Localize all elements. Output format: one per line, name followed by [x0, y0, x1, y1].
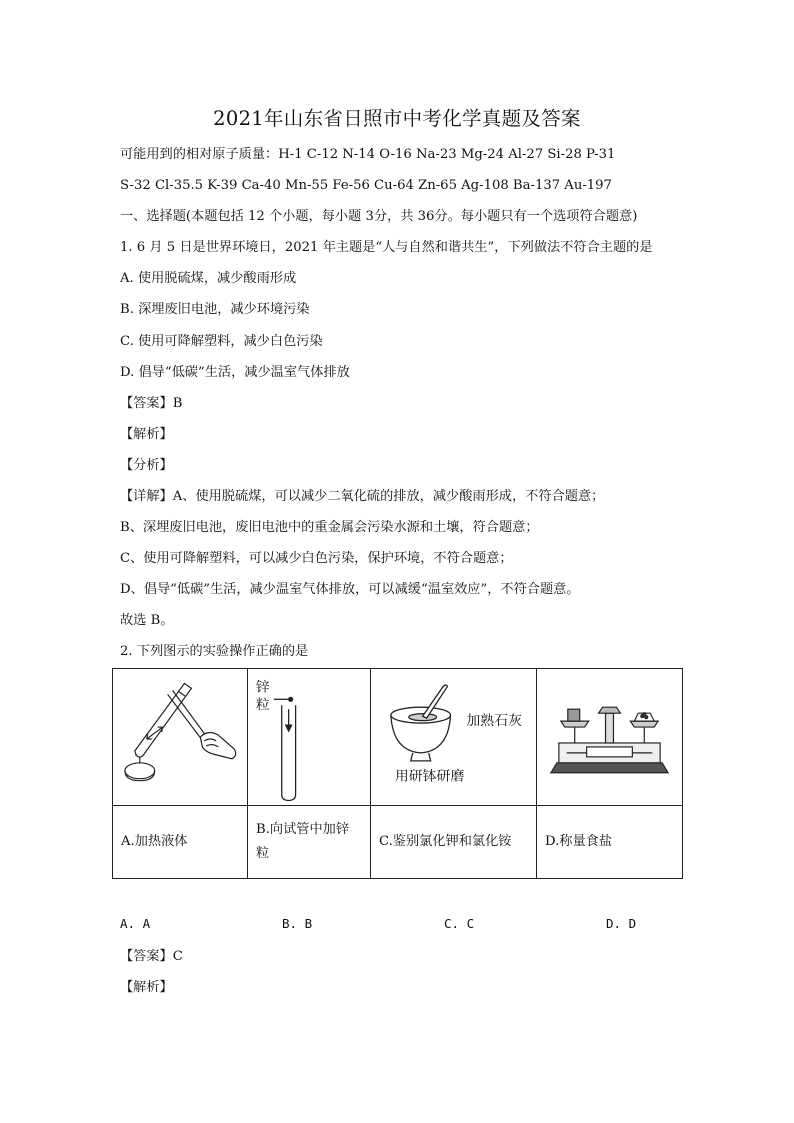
question-1-fenxi-label: 【分析】: [120, 458, 173, 473]
label-mortar-grind: 用研钵研磨: [394, 768, 465, 785]
question-1-conclusion: 故选 B。: [120, 613, 174, 628]
label-add-lime: 加熟石灰: [466, 713, 523, 730]
caption-b: [248, 806, 371, 879]
figure-d-cell: [537, 669, 683, 806]
question-1-detail-c: C、使用可降解塑料，可以减少白色污染，保护环境，不符合题意；: [120, 551, 513, 566]
question-1-answer: 【答案】B: [120, 396, 183, 411]
question-1-option-a: A. 使用脱硫煤，减少酸雨形成: [120, 271, 297, 286]
question-1-option-b: B. 深埋废旧电池，减少环境污染: [120, 302, 310, 317]
figure-b-cell: [248, 669, 371, 806]
caption-b-line-1: B.向试管中加锌: [256, 822, 350, 837]
figure-c-cell: [371, 669, 537, 806]
question-2-choice-c: C. C: [444, 916, 475, 931]
question-2-answer: 【答案】C: [120, 949, 183, 964]
question-1-detail-a: 【详解】A、使用脱硫煤，可以减少二氧化硫的排放，减少酸雨形成，不符合题意；: [120, 489, 605, 504]
question-2-choice-a: A. A: [120, 916, 151, 931]
caption-d: D.称量食盐: [537, 806, 683, 879]
question-1-detail-b: B、深埋废旧电池，废旧电池中的重金属会污染水源和土壤，符合题意；: [120, 520, 539, 535]
caption-c: C.鉴别氯化钾和氯化铵: [371, 806, 537, 879]
question-1-detail-d: D、倡导“低碳”生活，减少温室气体排放，可以减缓“温室效应”，不符合题意。: [120, 582, 580, 597]
question-1-stem: 1. 6 月 5 日是世界环境日，2021 年主题是“人与自然和谐共生”，下列做法不符合主题的是: [120, 240, 653, 255]
question-1-analysis-label: 【解析】: [120, 427, 173, 442]
section-heading: 一、选择题(本题包括 12 个小题，每小题 3分，共 36分。每小题只有一个选项符合题意): [120, 209, 638, 224]
figure-a-cell: [113, 669, 248, 806]
question-1-option-c: C. 使用可降解塑料，减少白色污染: [120, 334, 323, 349]
question-2-choice-d: D. D: [606, 916, 637, 931]
caption-a: A.加热液体: [113, 806, 248, 879]
question-1-option-d: D. 倡导“低碳”生活，减少温室气体排放: [120, 365, 350, 380]
balance-illustration: [537, 669, 682, 805]
page-title: 2021年山东省日照市中考化学真题及答案: [213, 107, 581, 130]
mortar-grinding-illustration: [371, 669, 536, 805]
label-zinc-top: 锌: [255, 679, 270, 696]
zinc-granule-illustration: [248, 669, 370, 805]
caption-b-line-2: 粒: [256, 846, 270, 861]
label-zinc-bottom: 粒: [255, 697, 270, 714]
question-2-stem: 2. 下列图示的实验操作正确的是: [120, 644, 309, 659]
atomic-masses-line-2: S-32 Cl-35.5 K-39 Ca-40 Mn-55 Fe-56 Cu-64 Zn-65 Ag-108 Ba-137 Au-197: [120, 178, 612, 193]
heating-liquid-illustration: [113, 669, 247, 805]
experiment-figure-table: [112, 668, 683, 879]
atomic-masses-line-1: 可能用到的相对原子质量：H-1 C-12 N-14 O-16 Na-23 Mg-24 Al-27 Si-28 P-31: [120, 147, 616, 162]
question-2-analysis-label: 【解析】: [120, 980, 173, 995]
question-2-choice-b: B. B: [282, 916, 313, 931]
